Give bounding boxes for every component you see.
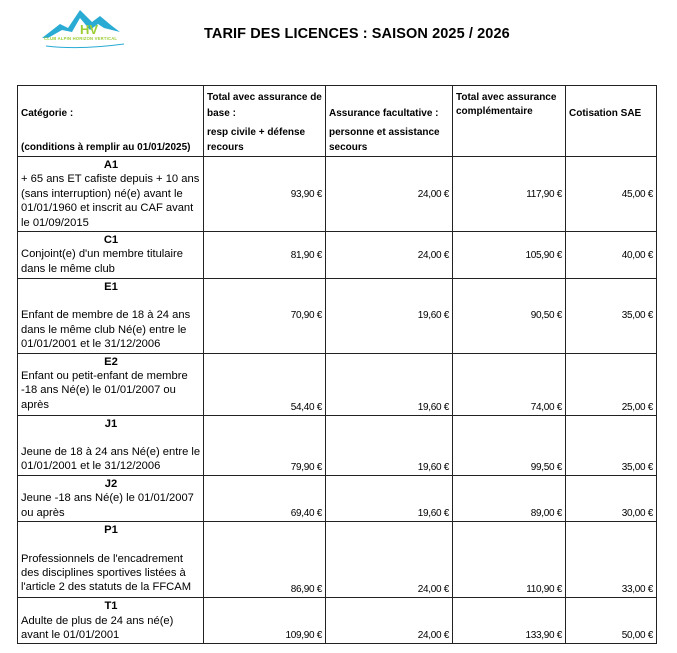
category-description: Jeune de 18 à 24 ans Né(e) entre le 01/01/2001 et le 31/12/2006	[21, 446, 201, 473]
optional-insurance-cell: 19,60 €	[326, 415, 453, 475]
base-total-cell: 81,90 €	[204, 232, 326, 279]
category-cell	[18, 353, 204, 415]
table-row	[18, 157, 657, 232]
sae-fee-cell: 45,00 €	[566, 157, 657, 232]
mountain-logo-icon	[40, 6, 132, 50]
tariff-table	[17, 85, 657, 644]
table-row	[18, 279, 657, 354]
logo-caption: CLUB ALPIN HORIZON VERTICAL	[44, 36, 118, 41]
complementary-total-cell: 99,50 €	[453, 415, 566, 475]
header-category	[18, 86, 204, 157]
optional-insurance-cell: 24,00 €	[326, 157, 453, 232]
table-row	[18, 232, 657, 279]
sae-fee-cell: 50,00 €	[566, 598, 657, 644]
header-sae-fee: Cotisation SAE	[566, 86, 657, 157]
base-total-cell: 86,90 €	[204, 522, 326, 598]
header-complementary-total: Total avec assurance complémentaire	[453, 86, 566, 157]
optional-insurance-cell: 19,60 €	[326, 475, 453, 521]
table-row	[18, 522, 657, 598]
optional-insurance-cell: 19,60 €	[326, 353, 453, 415]
category-code: J2	[104, 477, 118, 490]
optional-insurance-cell: 19,60 €	[326, 279, 453, 354]
header-optional-insurance: Assurance facultative : personne et assistance secours	[326, 86, 453, 157]
optional-insurance-cell: 24,00 €	[326, 522, 453, 598]
base-total-cell: 79,90 €	[204, 415, 326, 475]
category-code: A1	[103, 159, 119, 171]
category-code: E1	[104, 281, 118, 294]
table-header-row	[18, 86, 657, 157]
category-cell	[18, 415, 204, 475]
club-logo	[40, 6, 132, 50]
header-category-label: Catégorie :	[21, 108, 74, 119]
category-cell	[18, 279, 204, 354]
category-description: Conjoint(e) d'un membre titulaire dans le même club	[21, 248, 183, 275]
category-code: P1	[104, 524, 118, 537]
category-cell	[18, 232, 204, 279]
complementary-total-cell: 133,90 €	[453, 598, 566, 644]
header-base-total: Total avec assurance de base : resp civile + défense recours	[204, 86, 326, 157]
category-description: Enfant de membre de 18 à 24 ans dans le même club Né(e) entre le 01/01/2001 et le 31/12/2006	[21, 309, 191, 351]
category-description: Professionnels de l'encadrement des disciplines sportives listées à l'article 2 des statuts de la FFCAM	[21, 552, 192, 594]
base-total-cell: 93,90 €	[204, 157, 326, 232]
sae-fee-cell: 40,00 €	[566, 232, 657, 279]
category-description: Adulte de plus de 24 ans né(e) avant le 01/01/2001	[21, 614, 174, 641]
sae-fee-cell: 25,00 €	[566, 353, 657, 415]
complementary-total-cell: 105,90 €	[453, 232, 566, 279]
category-code: T1	[104, 600, 118, 613]
base-total-cell: 109,90 €	[204, 598, 326, 644]
category-code: J1	[104, 417, 118, 430]
category-cell	[18, 475, 204, 521]
base-total-cell: 70,90 €	[204, 279, 326, 354]
logo-initials: HV	[80, 22, 99, 37]
complementary-total-cell: 89,00 €	[453, 475, 566, 521]
header-category-conditions: (conditions à remplir au 01/01/2025)	[21, 142, 191, 153]
sae-fee-cell: 35,00 €	[566, 279, 657, 354]
complementary-total-cell: 110,90 €	[453, 522, 566, 598]
category-description: + 65 ans ET cafiste depuis + 10 ans (sans interruption) né(e) avant le 01/01/1960 et inscrit au CAF avant le 01/09/2015	[21, 173, 200, 229]
category-cell	[18, 157, 204, 232]
table-row	[18, 598, 657, 644]
table-row	[18, 353, 657, 415]
table-row	[18, 415, 657, 475]
category-cell	[18, 522, 204, 598]
complementary-total-cell: 74,00 €	[453, 353, 566, 415]
complementary-total-cell: 117,90 €	[453, 157, 566, 232]
category-description: Enfant ou petit-enfant de membre -18 ans Né(e) le 01/01/2007 ou après	[21, 370, 188, 411]
sae-fee-cell: 33,00 €	[566, 522, 657, 598]
complementary-total-cell: 90,50 €	[453, 279, 566, 354]
category-cell	[18, 598, 204, 644]
sae-fee-cell: 30,00 €	[566, 475, 657, 521]
category-code: C1	[103, 234, 119, 247]
sae-fee-cell: 35,00 €	[566, 415, 657, 475]
category-description: Jeune -18 ans Né(e) le 01/01/2007 ou après	[21, 492, 194, 519]
page-title: TARIF DES LICENCES : SAISON 2025 / 2026	[204, 26, 510, 42]
optional-insurance-cell: 24,00 €	[326, 598, 453, 644]
table-row	[18, 475, 657, 521]
category-code: E2	[104, 355, 118, 368]
base-total-cell: 54,40 €	[204, 353, 326, 415]
base-total-cell: 69,40 €	[204, 475, 326, 521]
optional-insurance-cell: 24,00 €	[326, 232, 453, 279]
